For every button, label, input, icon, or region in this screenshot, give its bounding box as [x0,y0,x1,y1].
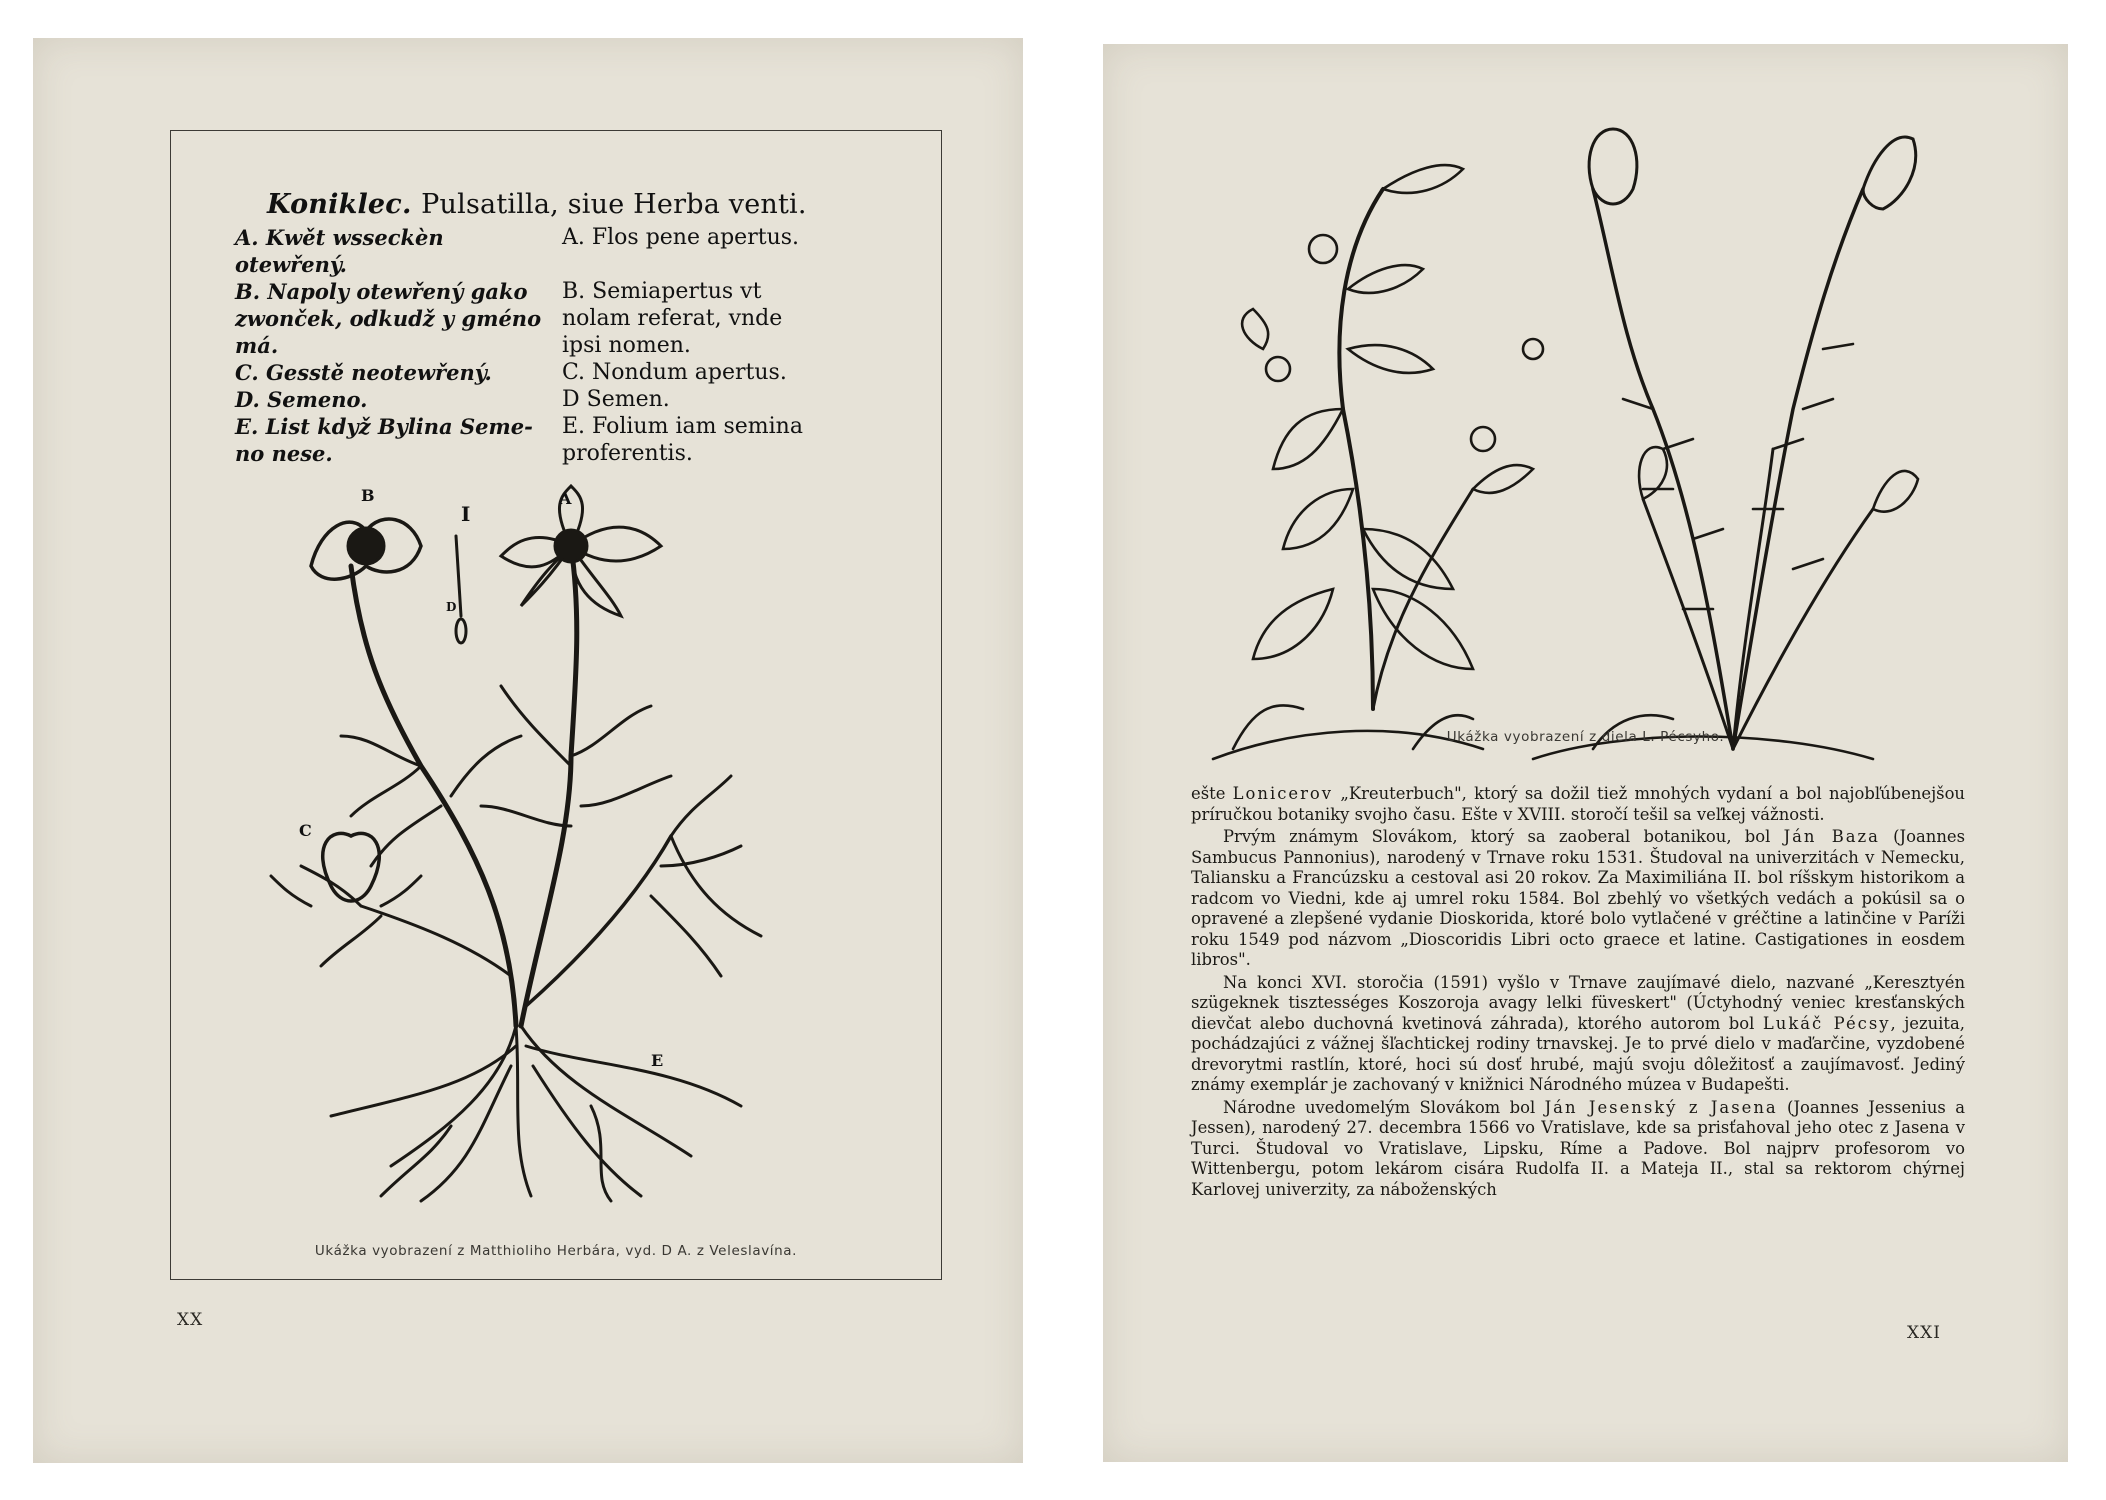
right-page [1103,44,2068,1462]
legend-latin-4: E. Folium iam semina proferentis. [562,414,803,466]
left-figure-caption: Ukážka vyobrazení z Matthioliho Herbára, vyd. D A. z Veleslavína. [314,1243,798,1259]
pecsy-woodcut-illustration [1173,109,1973,764]
right-page-number: XXI [1907,1323,1941,1343]
text-run: Na konci XVI. storočia (1591) vyšlo v Trnave zaujímavé dielo, nazvané „Keresztyén szügeknek tisztességes Koszoroja avagy lelki füveskert" (Úctyhodný veniec kresťanských dievčat alebo duchovná kvetinová záhrada), ktorého autorom bol [1191,972,1965,1033]
body-text [1191,784,1965,1200]
legend-czech-2: C. Gesstě neotewřený. [235,360,492,385]
text-run: , jezuita, pochádzajúci z vážnej šľachtickej rodiny trnavskej. Je to prvé dielo v maďarčine, vyzdobené drevorytmi rastlín, ktoré, hoci sú dosť hrubé, majú svoju dôležitosť a zaujímavosť. Jediný známy exemplár je zachovaný v knižnici Národného múzea v Budapešti. [1191,1013,1965,1094]
figure-letter-a: A [559,489,572,508]
legend-czech-3: D. Semeno. [235,387,368,412]
text-run: „Kreuterbuch", ktorý sa dožil tiež mnohých vydaní a bol najobľúbenejšou príručkou botaniky svojho času. Ešte v XVIII. storočí tešil sa veľkej vážnosti. [1191,784,1965,824]
left-page-number: XX [177,1310,204,1330]
figure-letter-d: D [446,600,457,614]
text-run: Národne uvedomelým Slovákom bol [1223,1097,1545,1117]
figure-letter-c: C [299,821,312,840]
spaced-name: Lonicerov [1232,784,1334,803]
woodcut-legend-block [235,189,895,467]
woodcut-title [267,189,895,220]
right-figure-caption: Ukážka vyobrazení z diela L. Pécsyho. [1446,729,1725,745]
paragraph-3 [1191,1098,1965,1201]
legend-czech-0: A. Kwět wsseckèn otewřený. [235,225,444,277]
spaced-name: Ján Jesenský z Jasena [1544,1097,1778,1117]
pulsatilla-woodcut-illustration [271,486,831,1206]
legend-latin-3: D Semen. [562,387,670,412]
legend-czech-4: E. List když Bylina Seme- no nese. [235,414,533,466]
legend-latin-1: B. Semiapertus vt nolam referat, vnde ipsi nomen. [562,279,783,358]
text-run: (Joannes Jessenius a Jessen), narodený 27. decembra 1566 vo Vratislave, kde sa prisťahoval jeho otec z Jasena v Turci. Študoval vo Vratislave, Lipsku, Ríme a Padove. Bol najprv profesorom vo Wittenbergu, potom lekárom cisára Rudolfa II. a Mateja II., stal sa rektorom chýrnej Karlovej univerzity, za náboženských [1191,1097,1965,1199]
paragraph-0 [1191,784,1965,825]
paragraph-2 [1191,973,1965,1096]
legend-latin-0: A. Flos pene apertus. [562,225,800,250]
legend-grid [235,224,895,467]
figure-letter-i: I [461,502,471,526]
text-run: ešte [1191,784,1233,803]
legend-latin-2: C. Nondum apertus. [562,360,787,385]
spaced-name: Ján Baza [1783,827,1880,846]
woodcut-frame [170,130,942,1280]
paragraph-1 [1191,827,1965,971]
title-latin: Pulsatilla, siue Herba venti. [421,189,807,220]
title-czech: Koniklec. [267,189,412,220]
text-run: (Joannes Sambucus Pannonius), narodený v Trnave roku 1531. Študoval na univerzitách v Nemecku, Taliansku a Francúzsku a cestoval asi 20 rokov. Za Maximiliána II. bol ríšskym historikom a radcom vo Viedni, kde aj umrel roku 1584. Bol zbehlý vo všetkých vedách a pokúsil sa o opravené a zlepšené vydanie Dioskorida, ktoré bolo vytlačené v gréčtine a latinčine v Paríži roku 1549 pod názvom „Dioscoridis Libri octo graece et latine. Castigationes in eosdem libros". [1191,827,1965,969]
spaced-name: Lukáč Pécsy [1762,1013,1891,1033]
legend-czech-1: B. Napoly otewřený gako zwonček, odkudž y gméno má. [235,279,542,358]
figure-letter-b: B [361,486,375,505]
left-page [33,38,1023,1463]
text-run: Prvým známym Slovákom, ktorý sa zaoberal botanikou, bol [1223,827,1784,846]
figure-letter-e: E [651,1051,664,1070]
